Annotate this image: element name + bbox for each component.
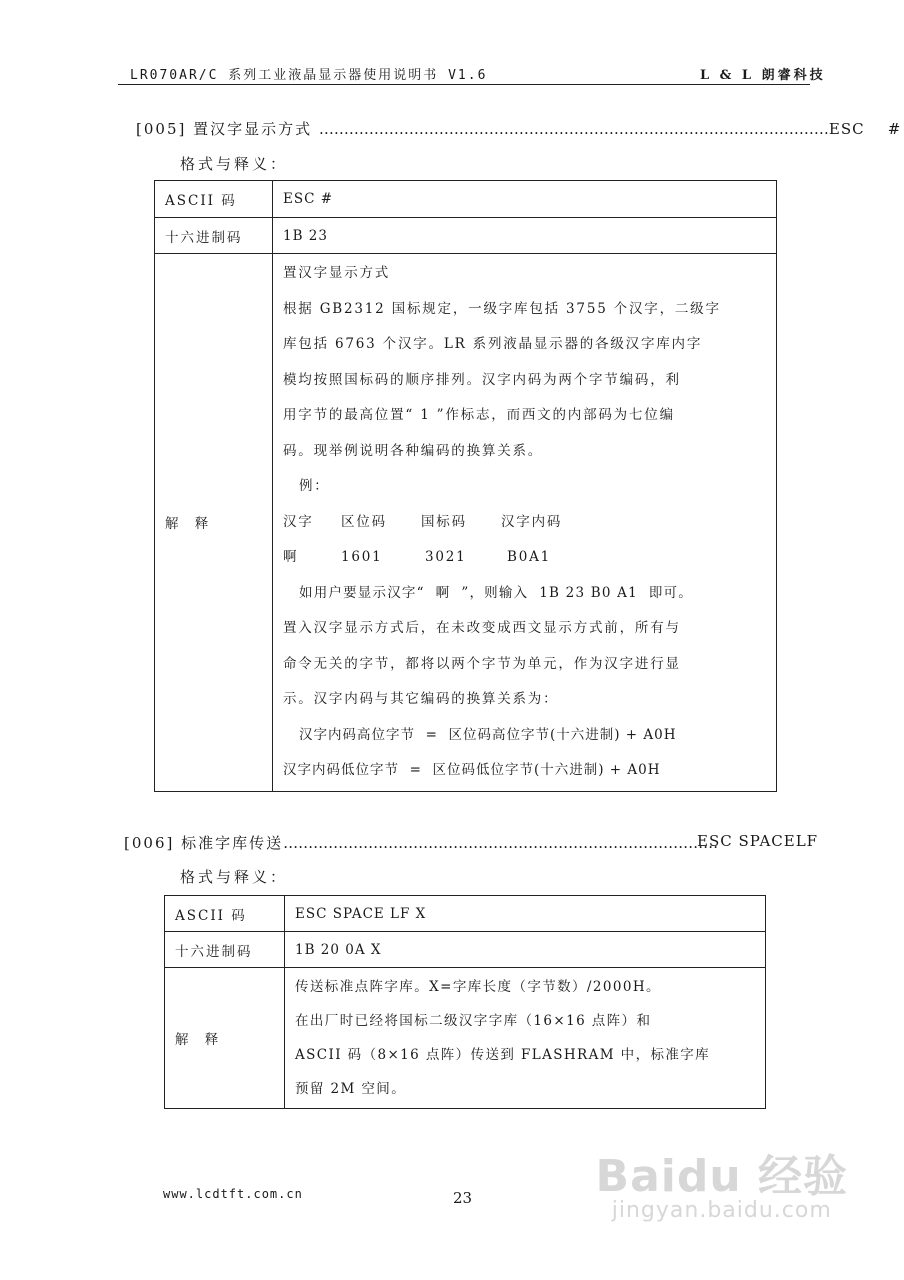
baidu-watermark bbox=[596, 1140, 848, 1223]
explain-para1-line: 根据 GB2312 国标规定，一级字库包括 3755 个汉字，二级字 bbox=[283, 300, 721, 317]
ascii-label-cell: ASCII 码 bbox=[155, 181, 273, 218]
explain-label-cell: 解 释 bbox=[165, 968, 285, 1109]
explain-content-cell bbox=[285, 968, 766, 1109]
explain-line: ASCII 码（8×16 点阵）传送到 FLASHRAM 中，标准字库 bbox=[295, 1047, 711, 1063]
section-005-leader-dots: ………………………………………………………………………………………… bbox=[318, 120, 829, 138]
example-value-row bbox=[283, 540, 766, 576]
section-005-command: ESC # bbox=[828, 120, 902, 138]
table-row bbox=[155, 254, 777, 792]
footer-website: www.lcdtft.com.cn bbox=[163, 1187, 303, 1201]
page-number: 23 bbox=[453, 1189, 473, 1207]
example-header-guobiaoma: 国标码 bbox=[421, 513, 467, 530]
explain-para2-line: 如用户要显示汉字“ 啊 ”，则输入 1B 23 B0 A1 即可。 bbox=[299, 584, 693, 601]
hex-label-cell: 十六进制码 bbox=[155, 218, 273, 254]
table-row bbox=[165, 896, 766, 932]
section-006-leader-dots: …………………………………………………………………………… bbox=[283, 834, 719, 852]
ascii-value-cell: ESC # bbox=[273, 181, 777, 218]
explain-line: 在出厂时已经将国标二级汉字字库（16×16 点阵）和 bbox=[295, 1013, 652, 1029]
explain-line: 预留 2M 空间。 bbox=[295, 1081, 407, 1097]
explain-label-cell: 解 释 bbox=[155, 254, 273, 792]
explain-para1-line: 库包括 6763 个汉字。LR 系列液晶显示器的各级汉字库内字 bbox=[283, 336, 703, 352]
explain-para2-line: 命令无关的字节，都将以两个字节为单元，作为汉字进行显 bbox=[283, 655, 681, 672]
example-header-neima: 汉字内码 bbox=[501, 513, 563, 530]
explain-para1-line: 用字节的最高位置“ 1 ”作标志，而西文的内部码为七位编 bbox=[283, 407, 675, 423]
example-value-guobiaoma: 3021 bbox=[425, 549, 467, 565]
section-006-command: ESC SPACELF bbox=[697, 832, 819, 850]
explain-line: 传送标准点阵字库。X=字库长度（字节数）/2000H。 bbox=[295, 979, 661, 995]
explain-para1-line: 码。现举例说明各种编码的换算关系。 bbox=[283, 442, 544, 459]
header-document-title: LR070AR/C 系列工业液晶显示器使用说明书 V1.6 bbox=[130, 68, 488, 83]
explain-content-cell bbox=[273, 254, 777, 792]
section-006-title: 标准字库传送 bbox=[181, 834, 284, 852]
watermark-logo: Baidu 经验 bbox=[595, 1151, 848, 1202]
explain-para1-line: 模均按照国标码的顺序排列。汉字内码为两个字节编码，利 bbox=[283, 371, 681, 388]
table-row bbox=[155, 181, 777, 218]
example-label: 例： bbox=[299, 478, 330, 494]
example-header-quweima: 区位码 bbox=[341, 513, 387, 530]
formula-high-byte: 汉字内码高位字节 = 区位码高位字节(十六进制) + A0H bbox=[299, 726, 677, 743]
section-006-format-label: 格式与释义： bbox=[180, 868, 289, 886]
explain-title: 置汉字显示方式 bbox=[283, 265, 391, 281]
ascii-label-cell: ASCII 码 bbox=[165, 896, 285, 932]
example-value-hanzi: 啊 bbox=[283, 549, 299, 565]
hex-value-cell: 1B 23 bbox=[273, 218, 777, 254]
ascii-value-cell: ESC SPACE LF X bbox=[285, 896, 766, 932]
example-value-neima: B0A1 bbox=[507, 549, 552, 565]
table-row bbox=[165, 932, 766, 968]
section-005-format-label: 格式与释义： bbox=[180, 155, 289, 173]
example-value-quweima: 1601 bbox=[341, 549, 383, 565]
header-divider bbox=[118, 84, 810, 85]
section-005-table bbox=[154, 180, 777, 792]
example-header-hanzi: 汉字 bbox=[283, 513, 314, 530]
section-005-title: 置汉字显示方式 bbox=[193, 120, 313, 138]
header-company-name: L & L 朗睿科技 bbox=[700, 68, 826, 83]
section-005-code: [005] bbox=[136, 120, 187, 138]
explain-para2-line: 置入汉字显示方式后，在未改变成西文显示方式前，所有与 bbox=[283, 620, 681, 636]
watermark-url: jingyan.baidu.com bbox=[611, 1198, 832, 1223]
hex-value-cell: 1B 20 0A X bbox=[285, 932, 766, 968]
table-row bbox=[165, 968, 766, 1109]
section-005-heading bbox=[136, 118, 901, 139]
explain-para2-line: 示。汉字内码与其它编码的换算关系为： bbox=[283, 691, 559, 707]
formula-low-byte: 汉字内码低位字节 = 区位码低位字节(十六进制) + A0H bbox=[283, 762, 661, 778]
section-006-heading bbox=[124, 832, 718, 853]
hex-label-cell: 十六进制码 bbox=[165, 932, 285, 968]
section-006-table bbox=[164, 895, 766, 1109]
section-006-code: [006] bbox=[124, 834, 175, 852]
table-row bbox=[155, 218, 777, 254]
example-header-row bbox=[283, 505, 766, 541]
